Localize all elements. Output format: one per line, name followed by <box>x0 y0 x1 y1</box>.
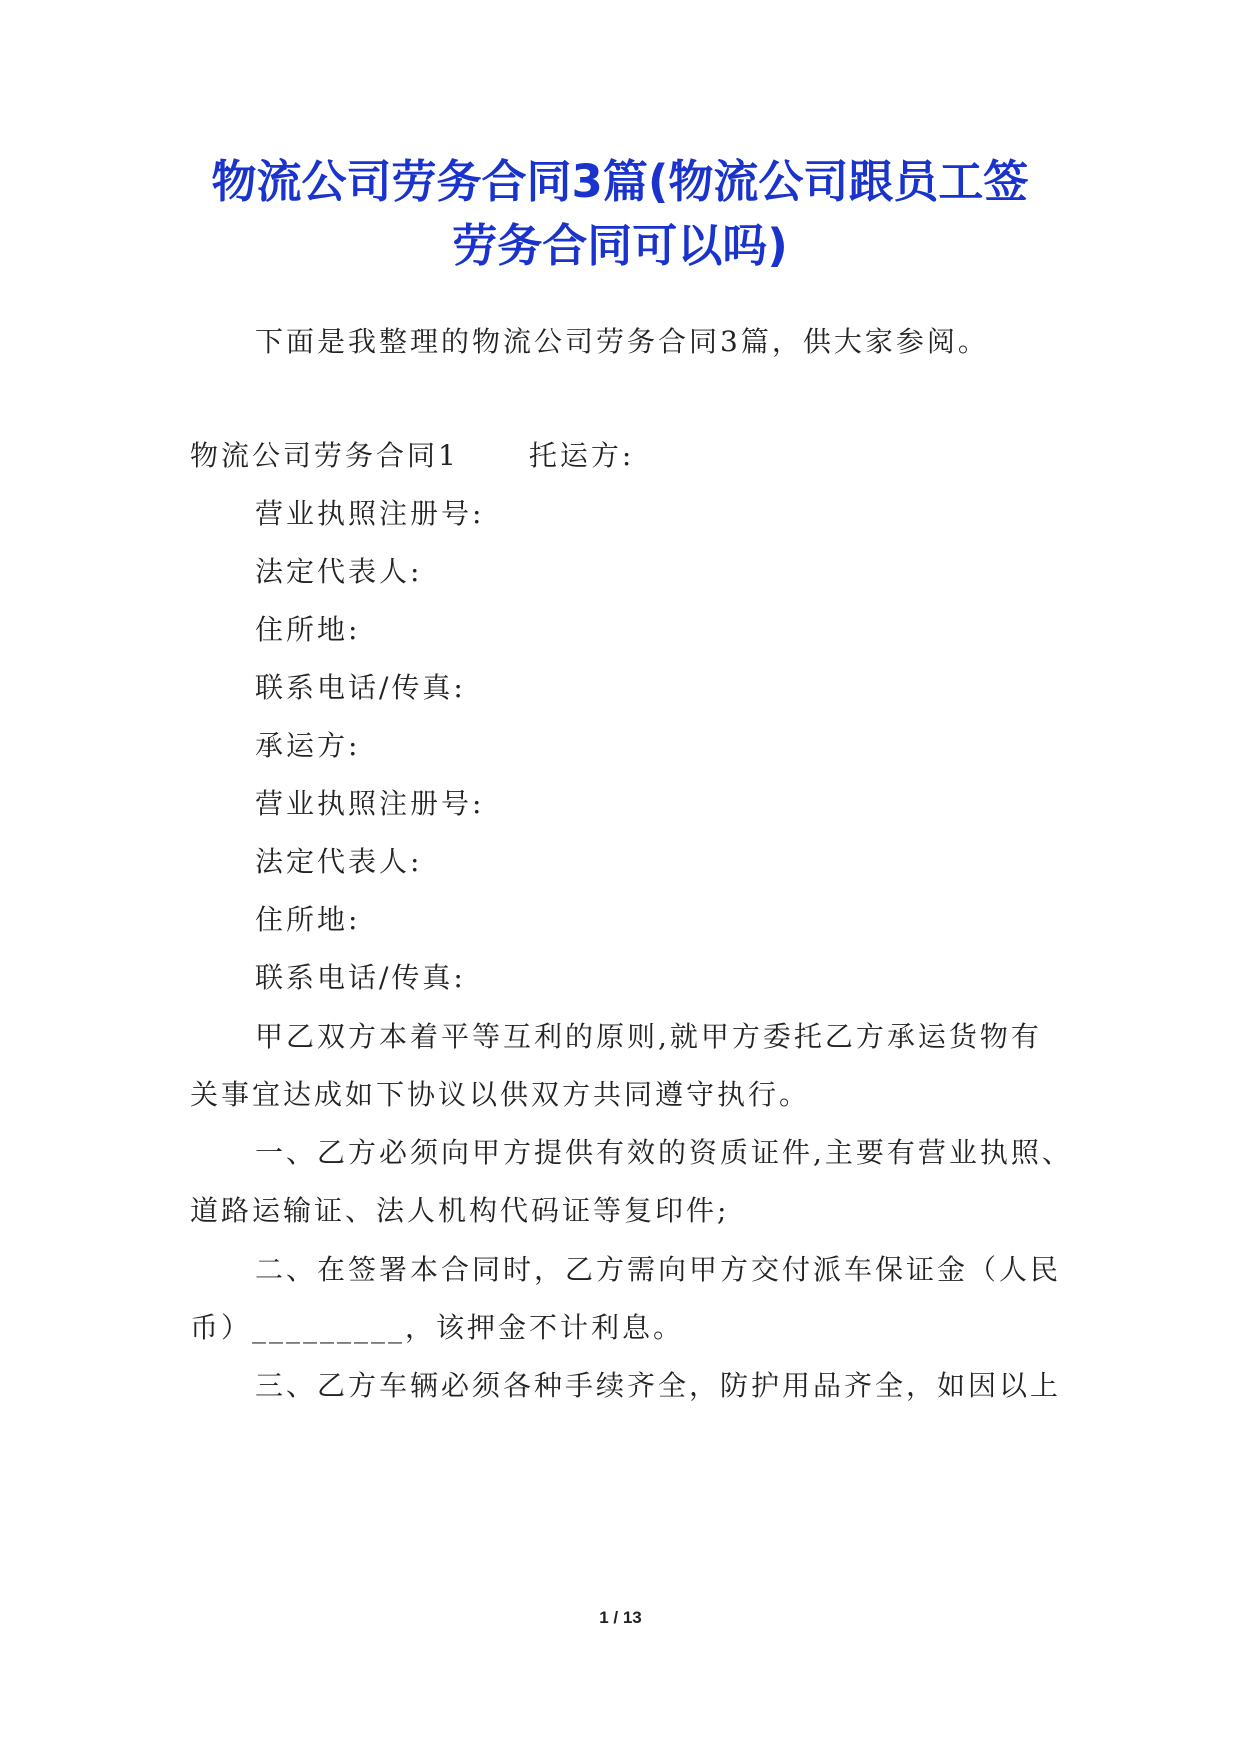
intro-paragraph: 下面是我整理的物流公司劳务合同3篇，供大家参阅。 <box>255 325 989 358</box>
carrier-license-number: 营业执照注册号: <box>255 787 485 820</box>
carrier-legal-representative: 法定代表人: <box>255 845 423 878</box>
shipper-license-number: 营业执照注册号: <box>255 497 485 530</box>
clause-3-line-1: 三、乙方车辆必须各种手续齐全，防护用品齐全，如因以上 <box>255 1369 1062 1402</box>
shipper-legal-representative: 法定代表人: <box>255 555 423 588</box>
clause-2-line-1: 二、在签署本合同时，乙方需向甲方交付派车保证金（人民 <box>255 1253 1062 1286</box>
title-line-1: 物流公司劳务合同3篇(物流公司跟员工签 <box>211 155 1029 208</box>
carrier-phone-fax: 联系电话/传真: <box>255 961 466 994</box>
contract-heading: 物流公司劳务合同1 <box>190 439 459 472</box>
paragraph-principle-line-2: 关事宜达成如下协议以供双方共同遵守执行。 <box>190 1078 811 1111</box>
paragraph-principle-line-1: 甲乙双方本着平等互利的原则,就甲方委托乙方承运货物有 <box>255 1020 1042 1053</box>
shipper-phone-fax: 联系电话/传真: <box>255 671 466 704</box>
document-title <box>170 150 1070 278</box>
title-line-2: 劳务合同可以吗) <box>452 219 788 272</box>
clause-1-line-2: 道路运输证、法人机构代码证等复印件; <box>190 1194 730 1227</box>
contract-heading-line <box>190 436 634 476</box>
carrier-address: 住所地: <box>255 903 361 936</box>
carrier-label: 承运方: <box>255 729 361 762</box>
clause-1-line-1: 一、乙方必须向甲方提供有效的资质证件,主要有营业执照、 <box>255 1136 1073 1169</box>
shipper-address: 住所地: <box>255 613 361 646</box>
shipper-label: 托运方: <box>528 439 635 472</box>
clause-2-line-2: 币）_________，该押金不计利息。 <box>190 1311 685 1344</box>
page-number: 1 / 13 <box>599 1608 642 1627</box>
